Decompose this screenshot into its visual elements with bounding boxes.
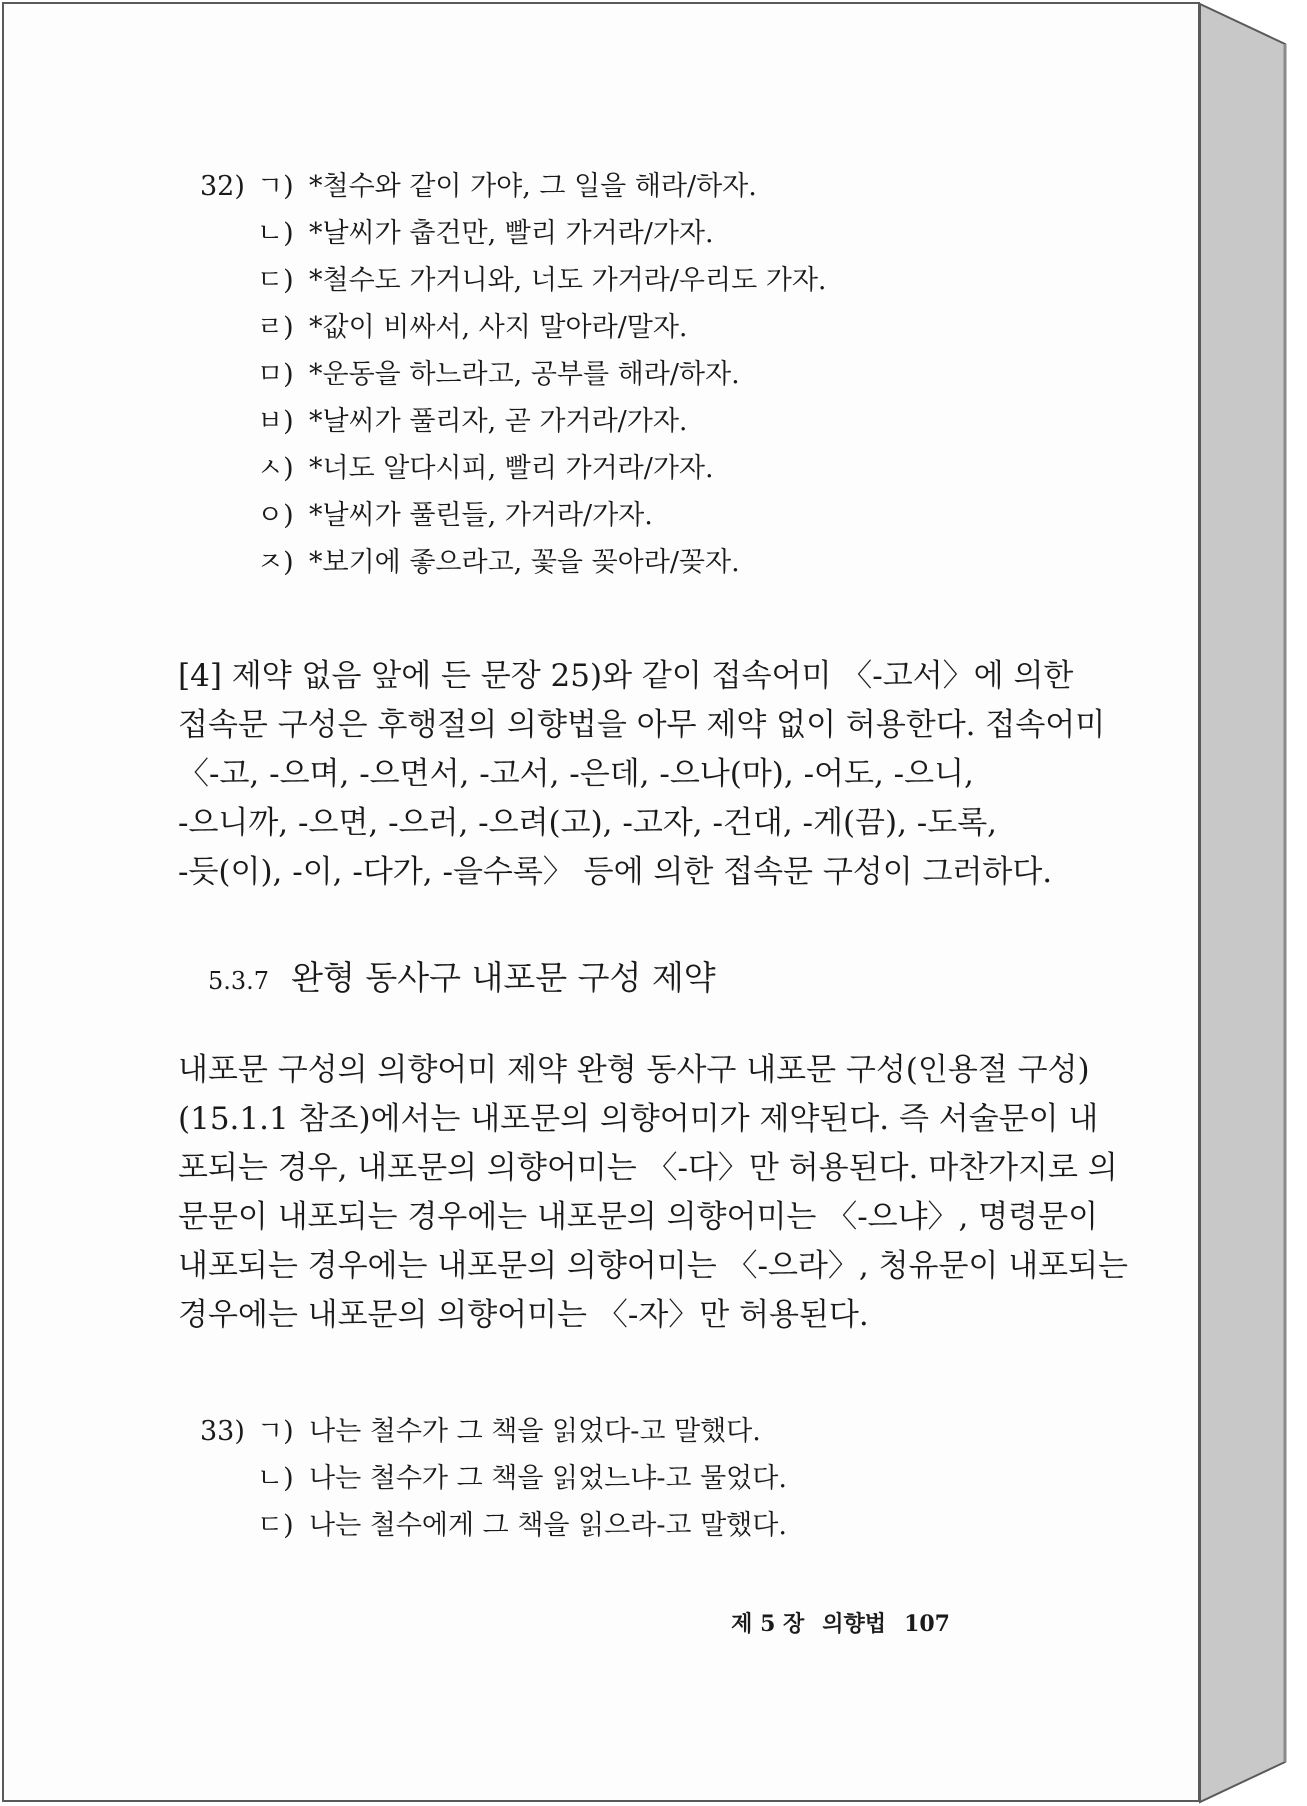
example-line: [200, 351, 827, 398]
embedding-constraint-paragraph: [178, 1046, 1128, 1340]
paragraph-line: 경우에는 내포문의 의향어미는 〈-자〉만 허용된다.: [178, 1297, 869, 1333]
paragraph-line: 접속문 구성은 후행절의 의향법을 아무 제약 없이 허용한다. 접속어미: [178, 707, 1106, 743]
example-text: *날씨가 풀린들, 가거라/가자.: [309, 500, 653, 531]
paragraph-line: 내포되는 경우에는 내포문의 의향어미는 〈-으라〉, 청유문이 내포되는: [178, 1248, 1128, 1284]
paragraph-line: -듯(이), -이, -다가, -을수록〉 등에 의한 접속문 구성이 그러하다.: [178, 854, 1053, 890]
example-33: [200, 1408, 787, 1549]
example-text: *너도 알다시피, 빨리 가거라/가자.: [309, 453, 714, 484]
example-text: *철수와 같이 가야, 그 일을 해라/하자.: [309, 171, 757, 202]
paragraph-line: 〈-고, -으며, -으면서, -고서, -은데, -으나(마), -어도, -으니,: [178, 756, 974, 792]
example-line: [200, 398, 827, 445]
example-text: *운동을 하느라고, 공부를 해라/하자.: [309, 359, 740, 390]
page-number: 107: [904, 1611, 950, 1637]
example-text: 나는 철수에게 그 책을 읽으라-고 말했다.: [309, 1510, 787, 1541]
paragraph-line: [4] 제약 없음 앞에 든 문장 25)와 같이 접속어미 〈-고서〉에 의한: [178, 658, 1074, 694]
example-line: [200, 1455, 787, 1502]
section-heading: [208, 952, 716, 999]
example-mark: ㅇ): [257, 500, 294, 531]
example-32: [200, 163, 827, 586]
chapter-title: 의향법: [822, 1611, 887, 1637]
example-line: [200, 163, 827, 210]
example-mark: ㄱ): [257, 1416, 294, 1447]
example-mark: ㅈ): [257, 547, 294, 578]
example-number: 32): [200, 171, 245, 202]
example-mark: ㄴ): [257, 1463, 294, 1494]
example-mark: ㅂ): [257, 406, 294, 437]
page-footer: [731, 1607, 950, 1638]
paragraph-line: 문문이 내포되는 경우에는 내포문의 의향어미는 〈-으냐〉, 명령문이: [178, 1199, 1099, 1235]
example-mark: ㅁ): [257, 359, 294, 390]
paragraph-line: 내포문 구성의 의향어미 제약 완형 동사구 내포문 구성(인용절 구성): [178, 1052, 1090, 1088]
example-text: 나는 철수가 그 책을 읽었느냐-고 물었다.: [309, 1463, 787, 1494]
example-text: 나는 철수가 그 책을 읽었다-고 말했다.: [309, 1416, 761, 1447]
paragraph-line: -으니까, -으면, -으러, -으려(고), -고자, -건대, -게(끔), -도록,: [178, 805, 998, 841]
example-number: 33): [200, 1416, 245, 1447]
example-mark: ㄴ): [257, 218, 294, 249]
section-title: 완형 동사구 내포문 구성 제약: [291, 958, 716, 997]
example-line: [200, 257, 827, 304]
paragraph-line: (15.1.1 참조)에서는 내포문의 의향어미가 제약된다. 즉 서술문이 내: [178, 1101, 1099, 1137]
example-mark: ㄹ): [257, 312, 294, 343]
example-text: *보기에 좋으라고, 꽃을 꽂아라/꽂자.: [309, 547, 740, 578]
example-text: *철수도 가거니와, 너도 가거라/우리도 가자.: [309, 265, 827, 296]
example-line: [200, 539, 827, 586]
example-line: [200, 1502, 787, 1549]
paragraph-line: 포되는 경우, 내포문의 의향어미는 〈-다〉만 허용된다. 마찬가지로 의: [178, 1150, 1118, 1186]
example-text: *값이 비싸서, 사지 말아라/말자.: [309, 312, 688, 343]
example-line: [200, 445, 827, 492]
section-number: 5.3.7: [208, 967, 270, 995]
example-text: *날씨가 춥건만, 빨리 가거라/가자.: [309, 218, 714, 249]
constraint-none-paragraph: [178, 652, 1106, 897]
example-line: [200, 1408, 787, 1455]
example-text: *날씨가 풀리자, 곧 가거라/가자.: [309, 406, 688, 437]
example-line: [200, 304, 827, 351]
example-mark: ㅅ): [257, 453, 294, 484]
example-mark: ㄷ): [257, 1510, 294, 1541]
example-mark: ㄷ): [257, 265, 294, 296]
example-mark: ㄱ): [257, 171, 294, 202]
chapter-label: 제 5 장: [731, 1611, 805, 1637]
example-line: [200, 492, 827, 539]
example-line: [200, 210, 827, 257]
